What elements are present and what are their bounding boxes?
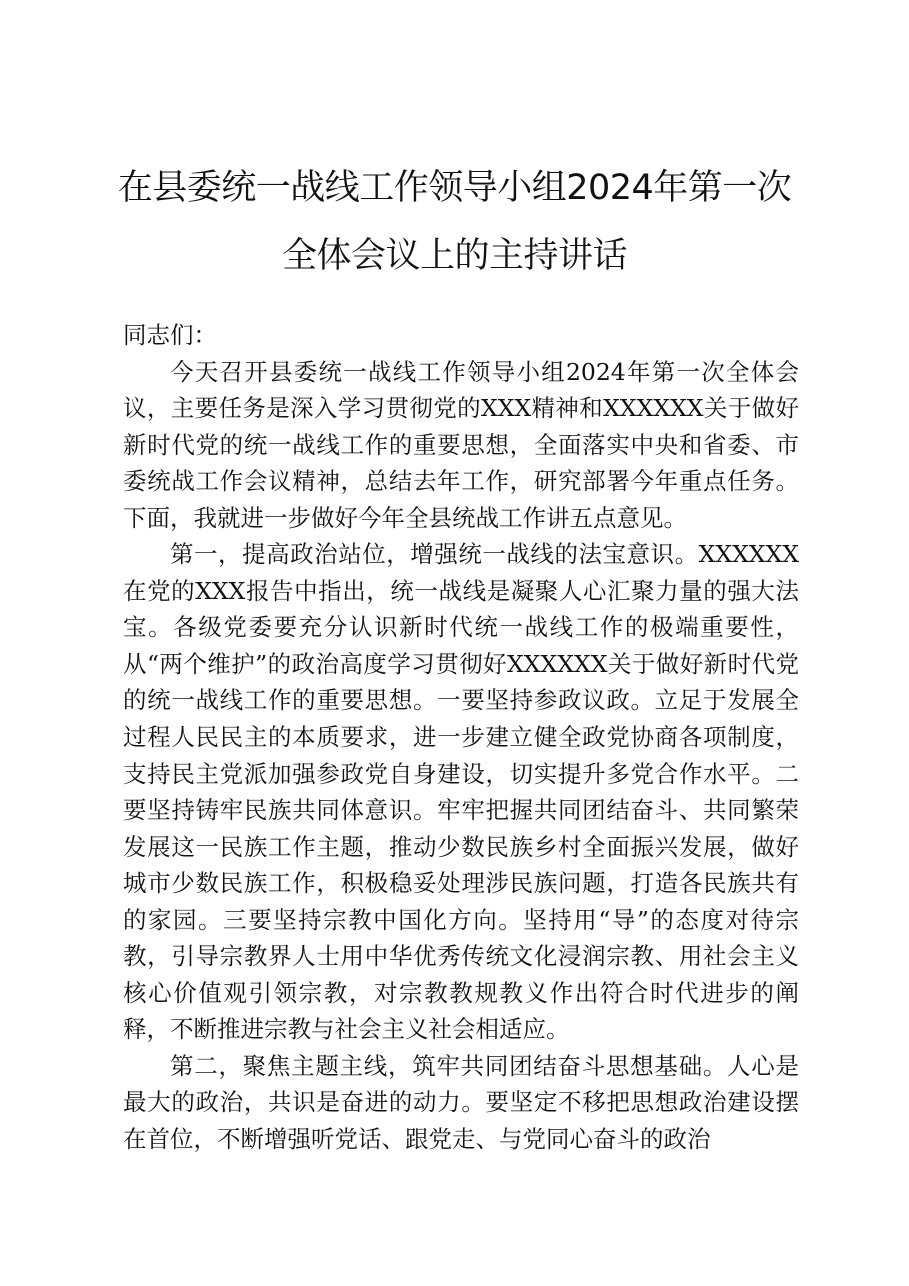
document-title-line-2: 全体会议上的主持讲话 bbox=[281, 236, 627, 276]
paragraph-first-point: 第一，提高政治站位，增强统一战线的法宝意识。XXXXXX在党的XXX报告中指出，统一战线是凝聚人心汇聚力量的强大法宝。各级党委要充分认识新时代统一战线工作的极端重要性，从“两个维护”的政治高度学习贯彻好XXXXXX关于做好新时代党的统一战线工作的重要思想。一要坚持参政议政。立足于发展全过程人民民主的本质要求，进一步建立健全政党协商各项制度，支持民主党派加强参政党自身建设，切实提升多党合作水平。二要坚持铸牢民族共同体意识。牢牢把握共同团结奋斗、共同繁荣发展这一民族工作主题，推动少数民族乡村全面振兴发展，做好城市少数民族工作，积极稳妥处理涉民族问题，打造各民族共有的家园。三要坚持宗教中国化方向。坚持用“导”的态度对待宗教，引导宗教界人士用中华优秀传统文化浸润宗教、用社会主义核心价值观引领宗教，对宗教教规教义作出符合时代进步的阐释，不断推进宗教与社会主义社会相适应。 bbox=[123, 540, 799, 1044]
greeting: 同志们： bbox=[123, 321, 217, 349]
document-body bbox=[123, 317, 799, 1158]
paragraph-intro: 今天召开县委统一战线工作领导小组2024年第一次全体会议，主要任务是深入学习贯彻党的XXX精神和XXXXXX关于做好新时代党的统一战线工作的重要思想，全面落实中央和省委、市委统战工作会议精神，总结去年工作，研究部署今年重点任务。下面，我就进一步做好今年全县统战工作讲五点意见。 bbox=[123, 357, 799, 532]
document-title-line-1: 在县委统一战线工作领导小组2024年第一次 bbox=[117, 168, 792, 208]
paragraph-second-point: 第二，聚焦主题主线，筑牢共同团结奋斗思想基础。人心是最大的政治，共识是奋进的动力。要坚定不移把思想政治建设摆在首位，不断增强听党话、跟党走、与党同心奋斗的政治 bbox=[123, 1051, 799, 1154]
